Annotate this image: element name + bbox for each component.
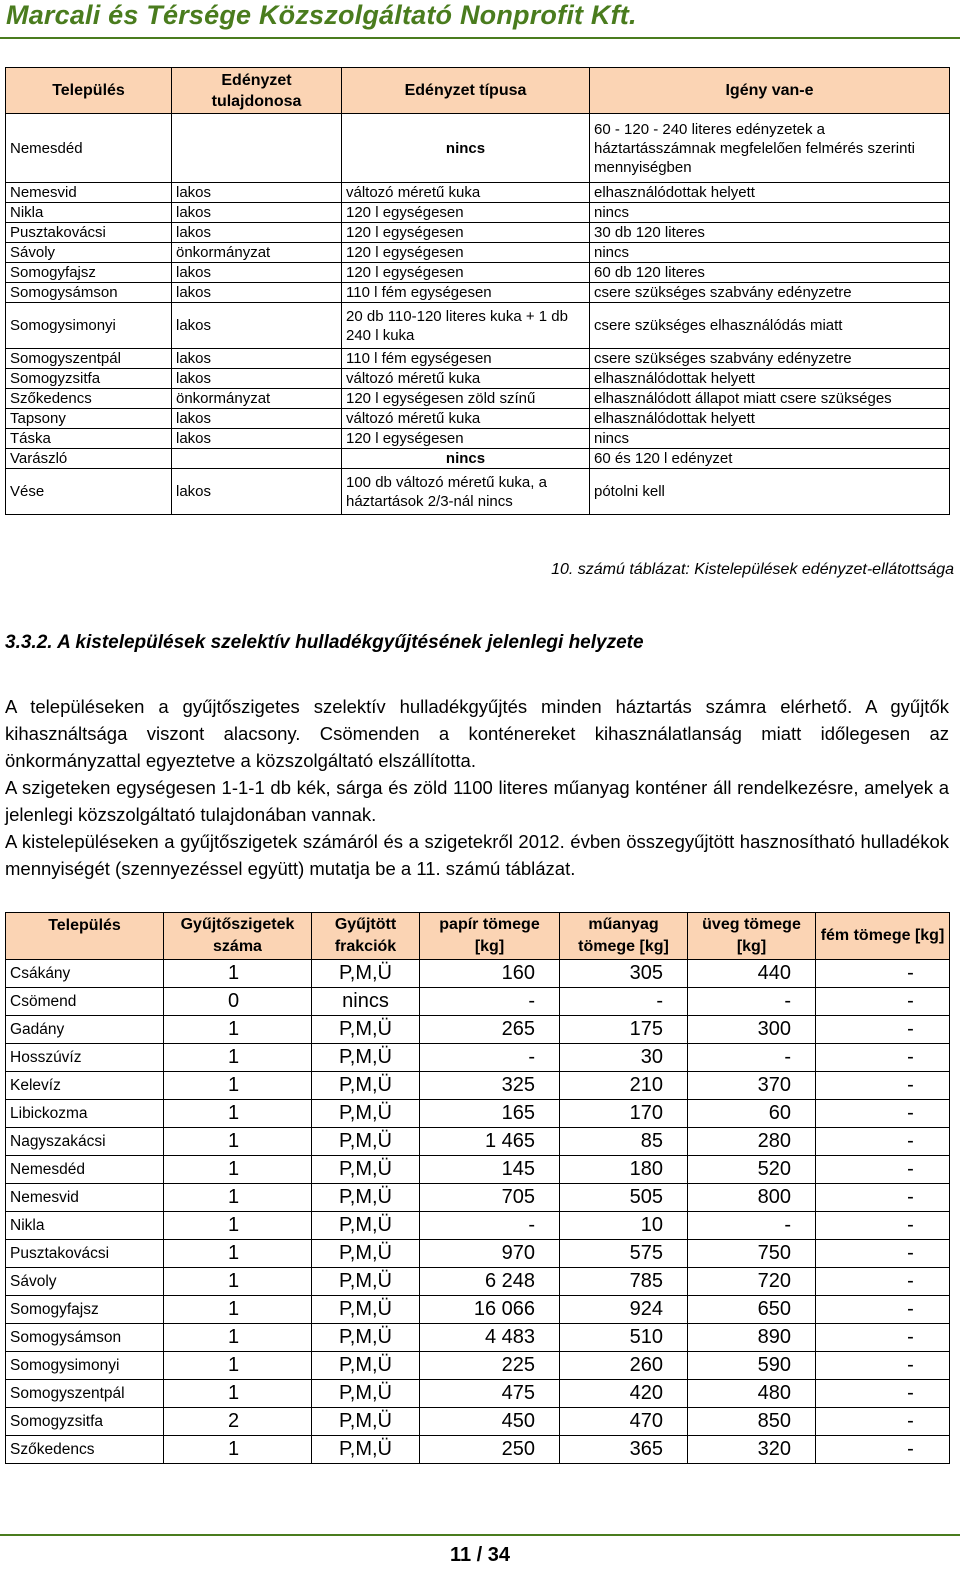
cell-plastic-kg: 924 — [560, 1296, 688, 1324]
cell-glass-kg: 720 — [688, 1268, 816, 1296]
cell-glass-kg: 650 — [688, 1296, 816, 1324]
cell-settlement: Somogyszentpál — [6, 349, 172, 369]
cell-plastic-kg: 180 — [560, 1156, 688, 1184]
cell-settlement: Vése — [6, 469, 172, 515]
cell-fractions: P,M,Ü — [312, 1212, 420, 1240]
cell-fractions: P,M,Ü — [312, 1352, 420, 1380]
cell-paper-kg: 145 — [420, 1156, 560, 1184]
cell-settlement: Nemesvid — [6, 1184, 164, 1212]
table-row — [6, 263, 950, 283]
cell-fractions: P,M,Ü — [312, 1100, 420, 1128]
cell-metal-kg: - — [816, 1016, 950, 1044]
cell-container-type: 110 l fém egységesen — [342, 349, 590, 369]
cell-plastic-kg: - — [560, 988, 688, 1016]
cell-container-type: változó méretű kuka — [342, 183, 590, 203]
table-row — [6, 223, 950, 243]
cell-island-count: 1 — [164, 1184, 312, 1212]
cell-glass-kg: 440 — [688, 960, 816, 988]
cell-metal-kg: - — [816, 988, 950, 1016]
cell-demand: 60 - 120 - 240 literes edényzetek a háztartásszámnak megfelelően felmérés szerinti mennyiségben — [590, 114, 950, 183]
cell-container-type: változó méretű kuka — [342, 409, 590, 429]
cell-plastic-kg: 260 — [560, 1352, 688, 1380]
table-row — [6, 1380, 950, 1408]
cell-settlement: Tapsony — [6, 409, 172, 429]
cell-glass-kg: 370 — [688, 1072, 816, 1100]
header-divider — [0, 37, 960, 39]
cell-metal-kg: - — [816, 1128, 950, 1156]
cell-owner: lakos — [172, 429, 342, 449]
table-row — [6, 1044, 950, 1072]
table-row — [6, 243, 950, 263]
cell-fractions: P,M,Ü — [312, 960, 420, 988]
cell-paper-kg: 450 — [420, 1408, 560, 1436]
cell-paper-kg: 1 465 — [420, 1128, 560, 1156]
table-row — [6, 1100, 950, 1128]
table-row — [6, 469, 950, 515]
cell-paper-kg: 475 — [420, 1380, 560, 1408]
cell-metal-kg: - — [816, 1408, 950, 1436]
table-caption: 10. számú táblázat: Kistelepülések edényzet-ellátottsága — [551, 561, 954, 578]
cell-island-count: 1 — [164, 1100, 312, 1128]
table-row — [6, 389, 950, 409]
cell-plastic-kg: 505 — [560, 1184, 688, 1212]
cell-fractions: nincs — [312, 988, 420, 1016]
cell-fractions: P,M,Ü — [312, 1016, 420, 1044]
cell-settlement: Somogysimonyi — [6, 1352, 164, 1380]
cell-plastic-kg: 365 — [560, 1436, 688, 1464]
cell-settlement: Somogysimonyi — [6, 303, 172, 349]
cell-plastic-kg: 785 — [560, 1268, 688, 1296]
cell-island-count: 1 — [164, 1044, 312, 1072]
cell-fractions: P,M,Ü — [312, 1380, 420, 1408]
cell-demand: elhasználódottak helyett — [590, 369, 950, 389]
cell-settlement: Hosszúvíz — [6, 1044, 164, 1072]
cell-demand: elhasználódottak helyett — [590, 183, 950, 203]
table-row — [6, 1240, 950, 1268]
cell-metal-kg: - — [816, 1240, 950, 1268]
cell-container-type: 20 db 110-120 literes kuka + 1 db 240 l kuka — [342, 303, 590, 349]
table-row — [6, 1184, 950, 1212]
table-row — [6, 203, 950, 223]
cell-demand: pótolni kell — [590, 469, 950, 515]
cell-demand: 60 db 120 literes — [590, 263, 950, 283]
cell-paper-kg: 160 — [420, 960, 560, 988]
cell-plastic-kg: 575 — [560, 1240, 688, 1268]
table-row — [6, 369, 950, 389]
cell-demand: 60 és 120 l edényzet — [590, 449, 950, 469]
cell-plastic-kg: 210 — [560, 1072, 688, 1100]
cell-settlement: Nagyszakácsi — [6, 1128, 164, 1156]
cell-demand: nincs — [590, 243, 950, 263]
table-row — [6, 1212, 950, 1240]
cell-settlement: Sávoly — [6, 1268, 164, 1296]
cell-plastic-kg: 420 — [560, 1380, 688, 1408]
cell-settlement: Pusztakovácsi — [6, 1240, 164, 1268]
cell-settlement: Nemesdéd — [6, 114, 172, 183]
column-header: Igény van-e — [590, 68, 950, 114]
cell-container-type: nincs — [342, 114, 590, 183]
cell-glass-kg: 480 — [688, 1380, 816, 1408]
cell-glass-kg: 850 — [688, 1408, 816, 1436]
table-row — [6, 1352, 950, 1380]
cell-settlement: Gadány — [6, 1016, 164, 1044]
cell-metal-kg: - — [816, 1296, 950, 1324]
column-header: üveg tömege [kg] — [688, 913, 816, 960]
cell-metal-kg: - — [816, 1380, 950, 1408]
cell-plastic-kg: 470 — [560, 1408, 688, 1436]
document-header-title: Marcali és Térsége Közszolgáltató Nonprofit Kft. — [6, 0, 637, 30]
cell-paper-kg: 250 — [420, 1436, 560, 1464]
cell-owner: önkormányzat — [172, 389, 342, 409]
cell-fractions: P,M,Ü — [312, 1268, 420, 1296]
cell-fractions: P,M,Ü — [312, 1072, 420, 1100]
cell-container-type: 120 l egységesen — [342, 429, 590, 449]
cell-metal-kg: - — [816, 1268, 950, 1296]
cell-paper-kg: 6 248 — [420, 1268, 560, 1296]
cell-settlement: Nikla — [6, 203, 172, 223]
cell-island-count: 1 — [164, 1128, 312, 1156]
cell-island-count: 1 — [164, 1352, 312, 1380]
cell-metal-kg: - — [816, 1352, 950, 1380]
cell-settlement: Libickozma — [6, 1100, 164, 1128]
cell-paper-kg: 16 066 — [420, 1296, 560, 1324]
cell-owner: lakos — [172, 303, 342, 349]
cell-owner: lakos — [172, 283, 342, 303]
cell-metal-kg: - — [816, 960, 950, 988]
cell-island-count: 1 — [164, 1016, 312, 1044]
cell-container-type: 100 db változó méretű kuka, a háztartások 2/3-nál nincs — [342, 469, 590, 515]
column-header: papír tömege [kg] — [420, 913, 560, 960]
cell-island-count: 1 — [164, 1436, 312, 1464]
cell-paper-kg: 970 — [420, 1240, 560, 1268]
cell-glass-kg: 800 — [688, 1184, 816, 1212]
cell-settlement: Csömend — [6, 988, 164, 1016]
cell-container-type: változó méretű kuka — [342, 369, 590, 389]
table-row — [6, 1436, 950, 1464]
cell-fractions: P,M,Ü — [312, 1044, 420, 1072]
cell-settlement: Somogyszentpál — [6, 1380, 164, 1408]
cell-owner: lakos — [172, 203, 342, 223]
cell-plastic-kg: 30 — [560, 1044, 688, 1072]
cell-owner: lakos — [172, 223, 342, 243]
cell-island-count: 1 — [164, 1072, 312, 1100]
cell-demand: csere szükséges szabvány edényzetre — [590, 349, 950, 369]
cell-settlement: Nemesdéd — [6, 1156, 164, 1184]
column-header: Edényzet tulajdonosa — [172, 68, 342, 114]
cell-island-count: 1 — [164, 1296, 312, 1324]
cell-glass-kg: 300 — [688, 1016, 816, 1044]
waste-collection-table — [5, 912, 950, 1464]
column-header: Település — [6, 913, 164, 960]
body-paragraph: A kistelepüléseken a gyűjtőszigetek számáról és a szigetekről 2012. évben összegyűjtött hasznosítható hulladékok mennyiségét (szennyezéssel együtt) mutatja be a 11. számú táblázat. — [5, 831, 949, 879]
cell-island-count: 1 — [164, 1324, 312, 1352]
container-inventory-table — [5, 67, 950, 515]
column-header: Edényzet típusa — [342, 68, 590, 114]
column-header: Gyűjtőszigetek száma — [164, 913, 312, 960]
table-row — [6, 1156, 950, 1184]
cell-fractions: P,M,Ü — [312, 1296, 420, 1324]
body-paragraph: A településeken a gyűjtőszigetes szelektív hulladékgyűjtés minden háztartás számra elérhető. A gyűjtők kihasználtsága viszont alacsony. Csömenden a konténereket kihasználatlanság miatt időlegesen az önkormányzattal egyeztetve a közszolgáltató elszállította. — [5, 696, 949, 771]
page-number: 11 / 34 — [449, 1544, 511, 1566]
table-row — [6, 449, 950, 469]
cell-settlement: Somogysámson — [6, 1324, 164, 1352]
column-header: Település — [6, 68, 172, 114]
cell-settlement: Somogysámson — [6, 283, 172, 303]
table-row — [6, 960, 950, 988]
cell-glass-kg: - — [688, 988, 816, 1016]
table-row — [6, 1016, 950, 1044]
cell-settlement: Nikla — [6, 1212, 164, 1240]
cell-metal-kg: - — [816, 1072, 950, 1100]
cell-container-type: 120 l egységesen — [342, 263, 590, 283]
cell-metal-kg: - — [816, 1436, 950, 1464]
cell-island-count: 1 — [164, 1380, 312, 1408]
table-row — [6, 1268, 950, 1296]
cell-owner: lakos — [172, 469, 342, 515]
table-row — [6, 303, 950, 349]
cell-settlement: Kelevíz — [6, 1072, 164, 1100]
cell-paper-kg: - — [420, 988, 560, 1016]
cell-metal-kg: - — [816, 1184, 950, 1212]
cell-fractions: P,M,Ü — [312, 1240, 420, 1268]
cell-paper-kg: 705 — [420, 1184, 560, 1212]
cell-fractions: P,M,Ü — [312, 1156, 420, 1184]
cell-paper-kg: - — [420, 1044, 560, 1072]
column-header: Gyűjtött frakciók — [312, 913, 420, 960]
cell-glass-kg: 280 — [688, 1128, 816, 1156]
section-heading: 3.3.2. A kistelepülések szelektív hulladékgyűjtésének jelenlegi helyzete — [5, 632, 644, 653]
cell-metal-kg: - — [816, 1156, 950, 1184]
cell-plastic-kg: 85 — [560, 1128, 688, 1156]
cell-plastic-kg: 170 — [560, 1100, 688, 1128]
cell-fractions: P,M,Ü — [312, 1436, 420, 1464]
cell-glass-kg: 890 — [688, 1324, 816, 1352]
table-header-row — [6, 913, 950, 960]
cell-settlement: Táska — [6, 429, 172, 449]
footer-divider — [0, 1534, 960, 1536]
cell-demand: elhasználódott állapot miatt csere szükséges — [590, 389, 950, 409]
cell-metal-kg: - — [816, 1212, 950, 1240]
table-row — [6, 114, 950, 183]
cell-fractions: P,M,Ü — [312, 1324, 420, 1352]
cell-demand: csere szükséges elhasználódás miatt — [590, 303, 950, 349]
cell-fractions: P,M,Ü — [312, 1184, 420, 1212]
cell-island-count: 1 — [164, 1156, 312, 1184]
cell-island-count: 1 — [164, 1268, 312, 1296]
cell-plastic-kg: 305 — [560, 960, 688, 988]
cell-settlement: Csákány — [6, 960, 164, 988]
cell-paper-kg: 4 483 — [420, 1324, 560, 1352]
cell-container-type: 120 l egységesen — [342, 203, 590, 223]
table-row — [6, 183, 950, 203]
cell-container-type: 120 l egységesen — [342, 243, 590, 263]
cell-glass-kg: 520 — [688, 1156, 816, 1184]
cell-settlement: Somogyzsitfa — [6, 1408, 164, 1436]
cell-container-type: 120 l egységesen zöld színű — [342, 389, 590, 409]
table-row — [6, 1296, 950, 1324]
cell-settlement: Varászló — [6, 449, 172, 469]
cell-settlement: Pusztakovácsi — [6, 223, 172, 243]
cell-glass-kg: - — [688, 1044, 816, 1072]
cell-paper-kg: 325 — [420, 1072, 560, 1100]
cell-metal-kg: - — [816, 1044, 950, 1072]
cell-paper-kg: 225 — [420, 1352, 560, 1380]
cell-owner — [172, 449, 342, 469]
cell-plastic-kg: 510 — [560, 1324, 688, 1352]
cell-glass-kg: 60 — [688, 1100, 816, 1128]
cell-fractions: P,M,Ü — [312, 1128, 420, 1156]
cell-owner: önkormányzat — [172, 243, 342, 263]
cell-settlement: Sávoly — [6, 243, 172, 263]
table-row — [6, 409, 950, 429]
cell-demand: elhasználódottak helyett — [590, 409, 950, 429]
cell-demand: nincs — [590, 429, 950, 449]
cell-island-count: 2 — [164, 1408, 312, 1436]
cell-plastic-kg: 10 — [560, 1212, 688, 1240]
cell-metal-kg: - — [816, 1324, 950, 1352]
cell-settlement: Szőkedencs — [6, 1436, 164, 1464]
cell-paper-kg: 265 — [420, 1016, 560, 1044]
cell-metal-kg: - — [816, 1100, 950, 1128]
cell-glass-kg: - — [688, 1212, 816, 1240]
cell-owner — [172, 114, 342, 183]
cell-settlement: Nemesvid — [6, 183, 172, 203]
cell-container-type: 110 l fém egységesen — [342, 283, 590, 303]
column-header: fém tömege [kg] — [816, 913, 950, 960]
cell-owner: lakos — [172, 183, 342, 203]
column-header: műanyag tömege [kg] — [560, 913, 688, 960]
cell-demand: csere szükséges szabvány edényzetre — [590, 283, 950, 303]
cell-owner: lakos — [172, 409, 342, 429]
cell-demand: nincs — [590, 203, 950, 223]
cell-plastic-kg: 175 — [560, 1016, 688, 1044]
cell-owner: lakos — [172, 263, 342, 283]
table-row — [6, 1128, 950, 1156]
cell-island-count: 1 — [164, 1212, 312, 1240]
table-row — [6, 283, 950, 303]
cell-settlement: Szőkedencs — [6, 389, 172, 409]
cell-settlement: Somogyzsitfa — [6, 369, 172, 389]
cell-fractions: P,M,Ü — [312, 1408, 420, 1436]
cell-island-count: 0 — [164, 988, 312, 1016]
table-row — [6, 349, 950, 369]
cell-glass-kg: 320 — [688, 1436, 816, 1464]
table-row — [6, 988, 950, 1016]
cell-settlement: Somogyfajsz — [6, 263, 172, 283]
cell-paper-kg: - — [420, 1212, 560, 1240]
cell-island-count: 1 — [164, 1240, 312, 1268]
cell-container-type: 120 l egységesen — [342, 223, 590, 243]
table-row — [6, 1408, 950, 1436]
cell-paper-kg: 165 — [420, 1100, 560, 1128]
cell-owner: lakos — [172, 349, 342, 369]
cell-glass-kg: 750 — [688, 1240, 816, 1268]
cell-settlement: Somogyfajsz — [6, 1296, 164, 1324]
table-row — [6, 1324, 950, 1352]
cell-glass-kg: 590 — [688, 1352, 816, 1380]
cell-demand: 30 db 120 literes — [590, 223, 950, 243]
table-header-row — [6, 68, 950, 114]
cell-owner: lakos — [172, 369, 342, 389]
body-paragraph: A szigeteken egységesen 1-1-1 db kék, sárga és zöld 1100 literes műanyag konténer áll rendelkezésre, amelyek a jelenlegi közszolgáltató tulajdonában vannak. — [5, 777, 949, 825]
table-row — [6, 1072, 950, 1100]
cell-island-count: 1 — [164, 960, 312, 988]
table-row — [6, 429, 950, 449]
cell-container-type: nincs — [342, 449, 590, 469]
